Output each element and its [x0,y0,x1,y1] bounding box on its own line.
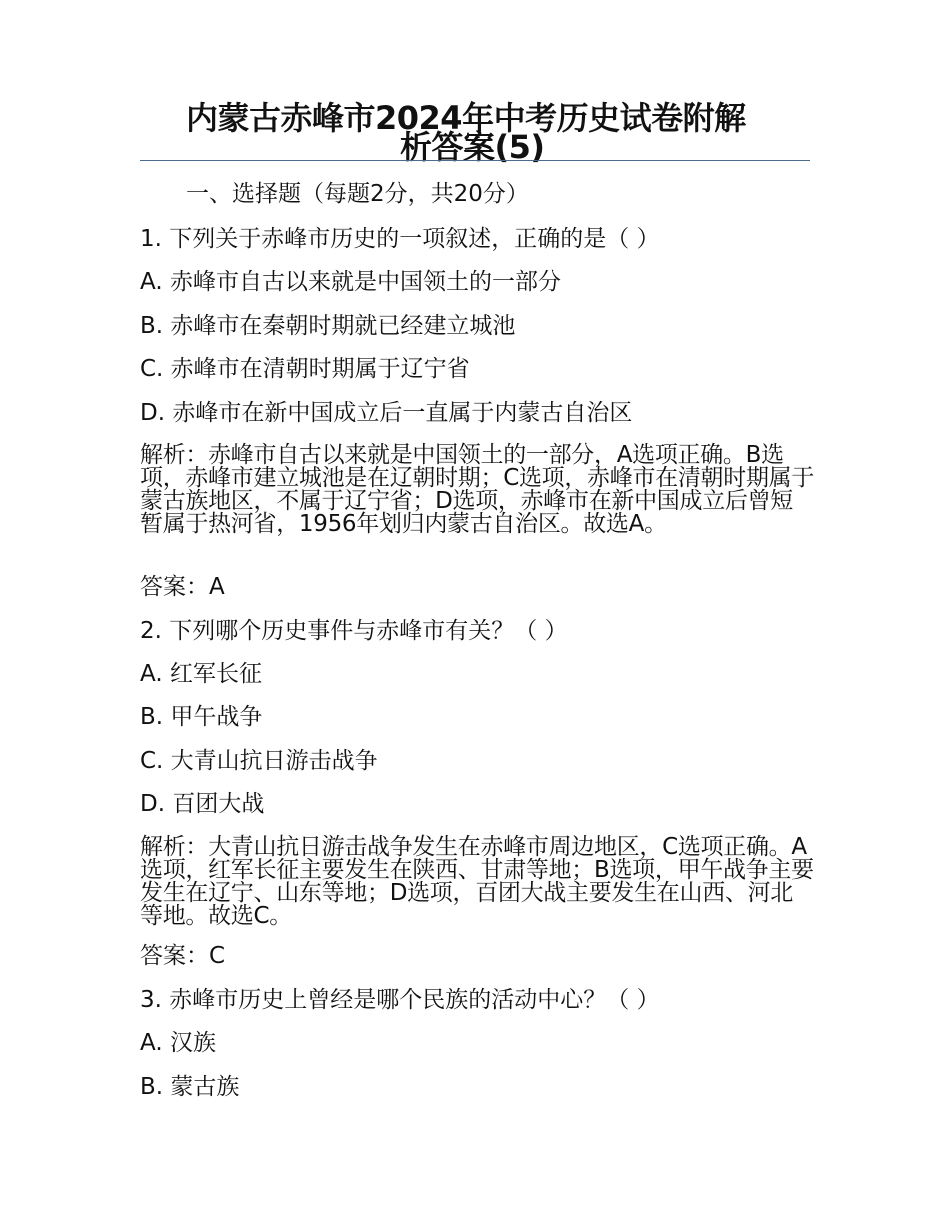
question-3-stem: 3. 赤峰市历史上曾经是哪个民族的活动中心？（ ） [140,987,660,1013]
question-1-option-d: D. 赤峰市在新中国成立后一直属于内蒙古自治区 [140,400,633,426]
question-1-option-b: B. 赤峰市在秦朝时期就已经建立城池 [140,313,516,339]
title-line-2: 析答案(5) [400,128,545,166]
question-2-analysis: 解析：大青山抗日游击战争发生在赤峰市周边地区，C选项正确。A选项，红军长征主要发生在陕西、甘肃等地；B选项，甲午战争主要发生在辽宁、山东等地；D选项，百团大战主要发生在山西、河北等地。故选C。 [140,834,814,929]
question-3-option-a: A. 汉族 [140,1030,216,1056]
question-1-stem: 1. 下列关于赤峰市历史的一项叙述，正确的是（ ） [140,226,660,252]
section-heading: 一、选择题（每题2分，共20分） [186,181,529,207]
document-title [186,99,816,166]
question-2-stem: 2. 下列哪个历史事件与赤峰市有关？（ ） [140,618,568,644]
question-1-option-c: C. 赤峰市在清朝时期属于辽宁省 [140,356,470,382]
question-2-option-a: A. 红军长征 [140,661,262,687]
title-line-1: 内蒙古赤峰市2024年中考历史试卷附解 [186,99,746,137]
question-1-analysis: 解析：赤峰市自古以来就是中国领土的一部分，A选项正确。B选项，赤峰市建立城池是在辽朝时期；C选项，赤峰市在清朝时期属于蒙古族地区，不属于辽宁省；D选项，赤峰市在新中国成立后曾短暂属于热河省，1956年划归内蒙古自治区。故选A。 [140,442,815,537]
question-2-option-d: D. 百团大战 [140,791,265,817]
question-1-answer: 答案：A [140,574,225,600]
question-2-option-c: C. 大青山抗日游击战争 [140,748,378,774]
question-2-answer: 答案：C [140,943,226,969]
question-3-option-b: B. 蒙古族 [140,1074,240,1100]
question-2-option-b: B. 甲午战争 [140,704,263,730]
title-divider [140,160,810,161]
question-1-option-a: A. 赤峰市自古以来就是中国领土的一部分 [140,269,561,295]
